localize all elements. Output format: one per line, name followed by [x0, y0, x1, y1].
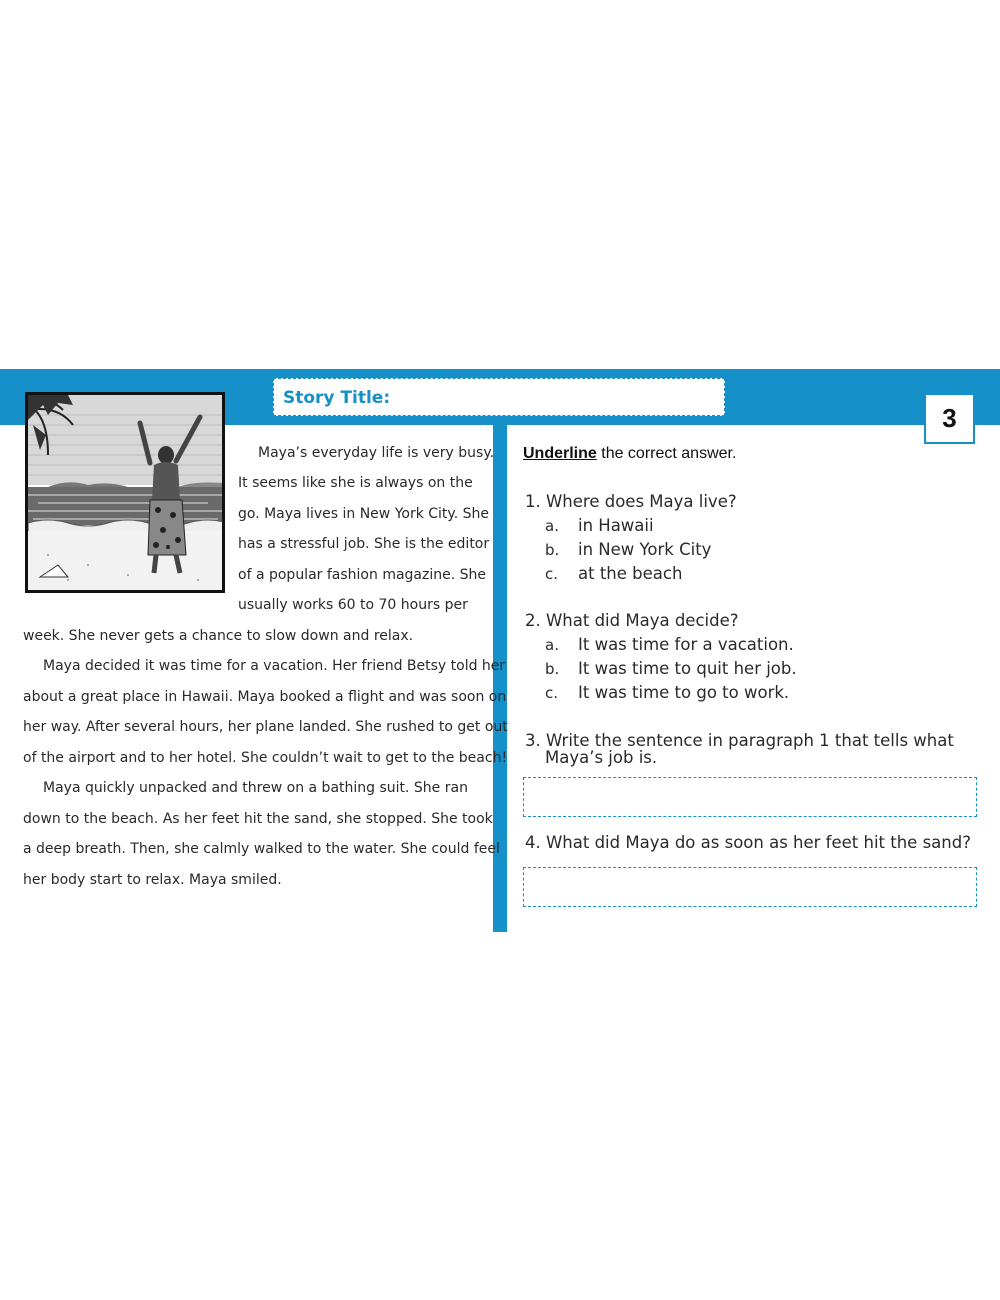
question-4-answer-box[interactable] — [523, 867, 977, 907]
q2-option-b[interactable]: It was time to quit her job. — [578, 659, 797, 678]
q2-option-c-letter: c. — [545, 684, 559, 702]
story-line: a deep breath. Then, she calmly walked to the water. She could feel — [23, 841, 500, 857]
question-3-line-2: Maya’s job is. — [545, 748, 658, 767]
q2-option-a-letter: a. — [545, 636, 559, 654]
q1-option-c-letter: c. — [545, 565, 559, 583]
story-title-label: Story Title: — [283, 388, 391, 408]
story-line: about a great place in Hawaii. Maya booked a flight and was soon on — [23, 689, 507, 705]
story-line: her body start to relax. Maya smiled. — [23, 872, 282, 888]
q1-option-a[interactable]: in Hawaii — [578, 516, 654, 535]
story-line: down to the beach. As her feet hit the sand, she stopped. She took — [23, 811, 493, 827]
story-line: Maya quickly unpacked and threw on a bathing suit. She ran — [43, 780, 468, 796]
question-4: 4. What did Maya do as soon as her feet hit the sand? — [525, 833, 971, 852]
story-line: It seems like she is always on the — [238, 475, 473, 491]
q1-option-b[interactable]: in New York City — [578, 540, 712, 559]
story-line: week. She never gets a chance to slow down and relax. — [23, 628, 414, 644]
story-line: usually works 60 to 70 hours per — [238, 597, 468, 613]
instruction-rest: the correct answer. — [596, 445, 737, 462]
story-line: Maya’s everyday life is very busy. — [258, 445, 495, 461]
question-1: 1. Where does Maya live? — [525, 492, 737, 511]
beach-woman-illustration-icon — [25, 392, 225, 593]
q1-option-a-letter: a. — [545, 517, 559, 535]
instruction — [523, 445, 736, 463]
q2-option-b-letter: b. — [545, 660, 560, 678]
story-title-field[interactable] — [273, 378, 725, 416]
instruction-bold: Underline — [523, 445, 597, 462]
story-line: Maya decided it was time for a vacation. Her friend Betsy told her — [43, 658, 506, 674]
question-2: 2. What did Maya decide? — [525, 611, 739, 630]
story-line: of the airport and to her hotel. She couldn’t wait to get to the beach! — [23, 750, 508, 766]
page-number: 3 — [924, 393, 975, 444]
q1-option-b-letter: b. — [545, 541, 560, 559]
question-3-answer-box[interactable] — [523, 777, 977, 817]
story-line: go. Maya lives in New York City. She — [238, 506, 489, 522]
story-line: of a popular fashion magazine. She — [238, 567, 486, 583]
story-line: has a stressful job. She is the editor — [238, 536, 490, 552]
q2-option-c[interactable]: It was time to go to work. — [578, 683, 790, 702]
story-line: her way. After several hours, her plane landed. She rushed to get out — [23, 719, 508, 735]
question-3-line-1: 3. Write the sentence in paragraph 1 that tells what — [525, 731, 954, 750]
q1-option-c[interactable]: at the beach — [578, 564, 683, 583]
q2-option-a[interactable]: It was time for a vacation. — [578, 635, 794, 654]
